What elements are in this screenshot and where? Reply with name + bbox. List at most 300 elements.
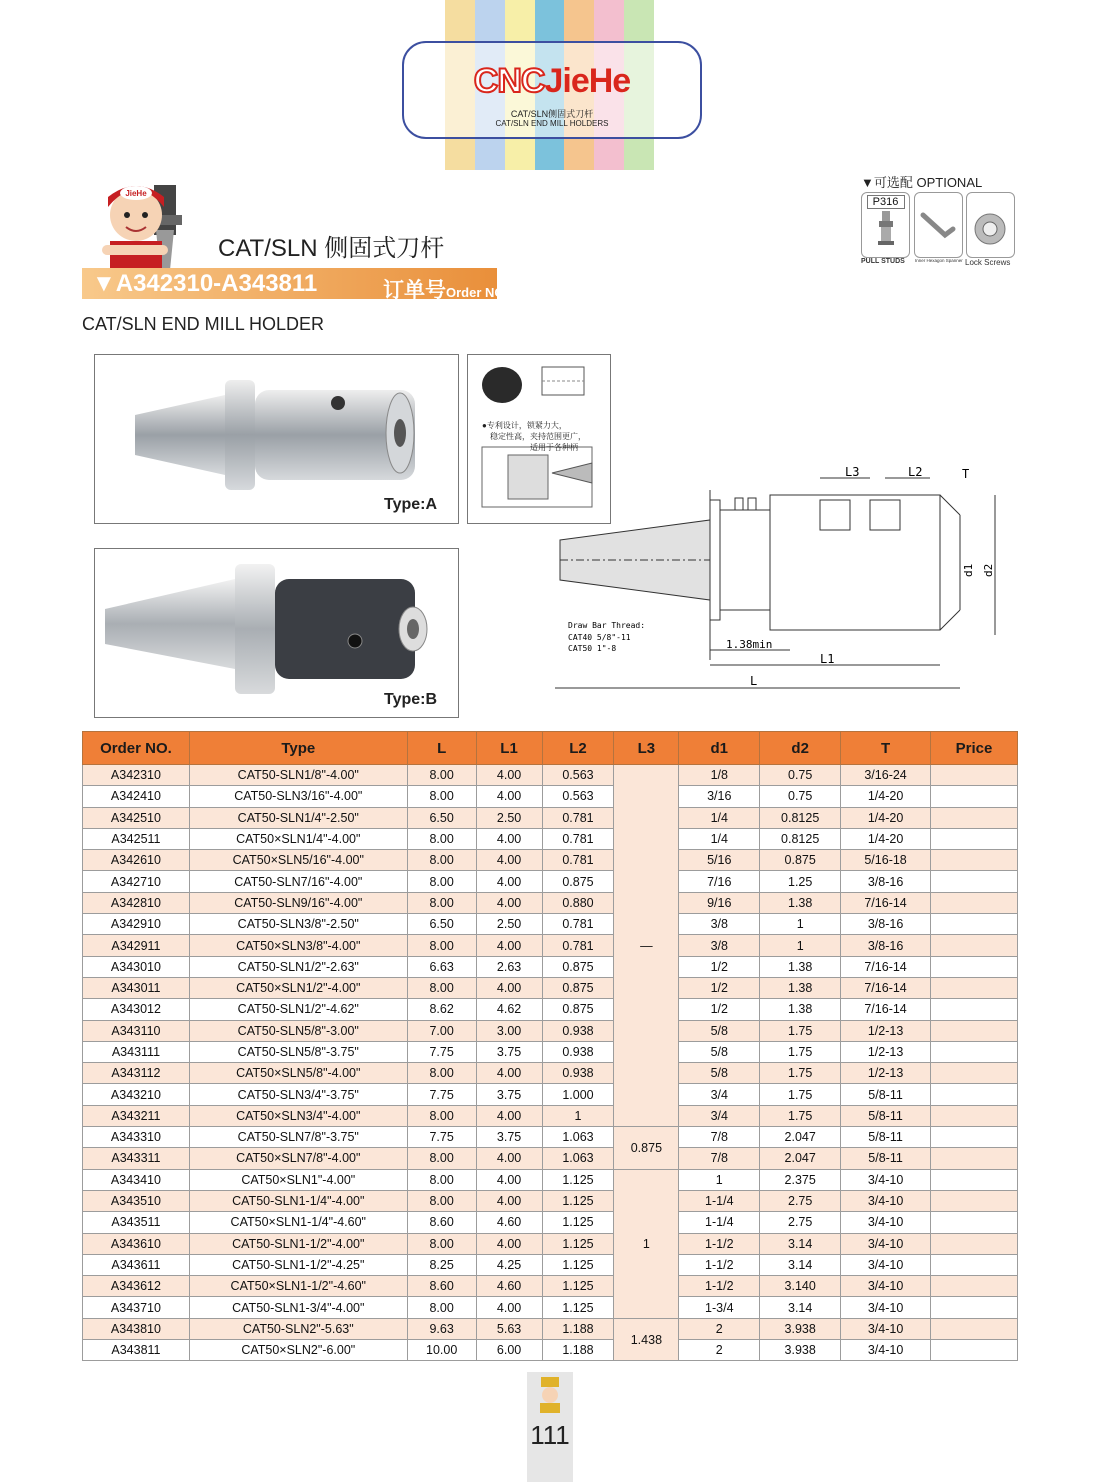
table-cell: 4.00 (476, 1297, 542, 1318)
table-cell: CAT50-SLN1/2"-4.62" (189, 999, 407, 1020)
table-row (83, 1169, 1018, 1190)
table-cell: 3.938 (760, 1318, 841, 1339)
table-row (83, 1276, 1018, 1297)
table-cell: A343210 (83, 1084, 190, 1105)
table-cell: 2.50 (476, 914, 542, 935)
table-cell: 1 (679, 1169, 760, 1190)
table-cell: 4.00 (476, 1148, 542, 1169)
table-cell: 5/8 (679, 1020, 760, 1041)
table-cell (931, 1020, 1018, 1041)
column-header: L (407, 732, 476, 765)
table-row (83, 892, 1018, 913)
label-l3: L3 (845, 465, 860, 479)
table-cell: 8.00 (407, 850, 476, 871)
order-number-range: ▼A342310-A343811 (92, 270, 318, 297)
pull-stud-tag: P316 (867, 195, 905, 209)
table-cell: 7/16-14 (841, 999, 931, 1020)
table-cell: A343612 (83, 1276, 190, 1297)
table-cell: 0.875 (542, 999, 614, 1020)
table-cell (931, 1254, 1018, 1275)
hex-spanner-caption: Inner Hexagon Spanner (915, 258, 963, 263)
table-cell: 7.00 (407, 1020, 476, 1041)
table-cell: 1.125 (542, 1254, 614, 1275)
table-row (83, 1340, 1018, 1361)
thread-cat50: CAT50 1"-8 (568, 644, 617, 653)
table-cell: CAT50×SLN1/2"-4.00" (189, 977, 407, 998)
column-header: d1 (679, 732, 760, 765)
table-cell: 1.188 (542, 1318, 614, 1339)
table-cell: A343410 (83, 1169, 190, 1190)
table-cell: 1.125 (542, 1190, 614, 1211)
table-cell: 8.60 (407, 1276, 476, 1297)
table-cell: 4.60 (476, 1212, 542, 1233)
column-header: L3 (614, 732, 679, 765)
table-cell: 4.00 (476, 1169, 542, 1190)
table-cell: 4.00 (476, 850, 542, 871)
table-cell: CAT50-SLN1-1/2"-4.00" (189, 1233, 407, 1254)
table-cell: 3.938 (760, 1340, 841, 1361)
l3-cell: 1.438 (614, 1318, 679, 1361)
table-cell (931, 1233, 1018, 1254)
table-cell: 6.00 (476, 1340, 542, 1361)
mascot-badge-text: JieHe (125, 189, 147, 198)
table-cell: A343111 (83, 1041, 190, 1062)
table-cell: 3/8 (679, 935, 760, 956)
table-cell: 8.00 (407, 1297, 476, 1318)
table-cell: A343010 (83, 956, 190, 977)
table-cell: 2.75 (760, 1212, 841, 1233)
table-row (83, 1084, 1018, 1105)
table-cell: 1.75 (760, 1105, 841, 1126)
table-cell: A343011 (83, 977, 190, 998)
table-cell: 3/4 (679, 1084, 760, 1105)
table-cell: CAT50×SLN1-1/2"-4.60" (189, 1276, 407, 1297)
table-cell: 2 (679, 1318, 760, 1339)
table-cell: 3.14 (760, 1254, 841, 1275)
hex-spanner-icon (915, 193, 962, 257)
pull-stud-caption: PULL STUDS (861, 258, 905, 265)
table-cell (931, 1105, 1018, 1126)
table-cell: 8.00 (407, 892, 476, 913)
table-row (83, 1063, 1018, 1084)
type-b-label: Type:B (384, 691, 438, 708)
table-cell: 3/16-24 (841, 765, 931, 786)
column-header: Price (931, 732, 1018, 765)
table-cell: 10.00 (407, 1340, 476, 1361)
table-cell (931, 1169, 1018, 1190)
column-header: L2 (542, 732, 614, 765)
table-row (83, 1318, 1018, 1339)
brand-logo: CNCJieHe (473, 62, 631, 100)
table-cell: 1.125 (542, 1212, 614, 1233)
l3-cell: 1 (614, 1169, 679, 1318)
table-cell: 1/4-20 (841, 786, 931, 807)
table-cell: 0.938 (542, 1041, 614, 1062)
optional-hex-spanner (914, 192, 963, 258)
table-cell (931, 828, 1018, 849)
table-cell: 2.50 (476, 807, 542, 828)
brand-subtitle-en: CAT/SLN END MILL HOLDERS (495, 119, 609, 128)
table-cell: 0.781 (542, 935, 614, 956)
table-cell (931, 786, 1018, 807)
table-cell: CAT50-SLN9/16"-4.00" (189, 892, 407, 913)
lock-screw-caption: Lock Screws (965, 258, 1011, 267)
table-cell: A342510 (83, 807, 190, 828)
table-cell: 5/8 (679, 1063, 760, 1084)
table-cell: 1-1/4 (679, 1190, 760, 1211)
table-row (83, 786, 1018, 807)
table-row (83, 871, 1018, 892)
table-cell: 1/4 (679, 807, 760, 828)
table-row (83, 914, 1018, 935)
table-cell: 7/16-14 (841, 956, 931, 977)
table-cell: 1/8 (679, 765, 760, 786)
table-cell: A343710 (83, 1297, 190, 1318)
table-cell: 8.00 (407, 1169, 476, 1190)
table-header-row (83, 732, 1018, 765)
page-subtitle: CAT/SLN END MILL HOLDER (82, 314, 325, 334)
table-cell (931, 871, 1018, 892)
table-cell: 8.00 (407, 765, 476, 786)
table-cell: 8.00 (407, 1190, 476, 1211)
table-cell (931, 1041, 1018, 1062)
table-cell (931, 1297, 1018, 1318)
table-cell: 5/16 (679, 850, 760, 871)
table-cell: 2.75 (760, 1190, 841, 1211)
table-row (83, 1105, 1018, 1126)
table-cell: CAT50-SLN7/8"-3.75" (189, 1127, 407, 1148)
label-l2: L2 (908, 465, 923, 479)
table-cell: 1-3/4 (679, 1297, 760, 1318)
table-cell: 4.00 (476, 977, 542, 998)
technical-drawing (540, 460, 1010, 700)
table-cell: 0.938 (542, 1020, 614, 1041)
label-l1: L1 (820, 652, 835, 666)
table-cell: A342410 (83, 786, 190, 807)
table-row (83, 1297, 1018, 1318)
table-cell (931, 1063, 1018, 1084)
table-cell: A343511 (83, 1212, 190, 1233)
table-cell: 8.25 (407, 1254, 476, 1275)
table-cell: CAT50-SLN2"-5.63" (189, 1318, 407, 1339)
table-cell: CAT50-SLN1/2"-2.63" (189, 956, 407, 977)
table-cell: CAT50-SLN5/8"-3.00" (189, 1020, 407, 1041)
table-cell: 0.781 (542, 828, 614, 849)
optional-title: ▼可选配 OPTIONAL (861, 175, 983, 190)
table-cell: 4.00 (476, 765, 542, 786)
table-cell (931, 892, 1018, 913)
table-cell: 7/16 (679, 871, 760, 892)
table-cell: 8.00 (407, 871, 476, 892)
table-cell: 1/2 (679, 977, 760, 998)
table-row (83, 828, 1018, 849)
table-cell: 1.125 (542, 1169, 614, 1190)
table-cell: 1.063 (542, 1127, 614, 1148)
column-header: Type (189, 732, 407, 765)
table-cell: 7/16-14 (841, 892, 931, 913)
table-cell: 2.047 (760, 1148, 841, 1169)
table-cell: 8.00 (407, 786, 476, 807)
table-cell: 4.60 (476, 1276, 542, 1297)
table-cell: 1.188 (542, 1340, 614, 1361)
table-cell: CAT50×SLN1/4"-4.00" (189, 828, 407, 849)
column-header: d2 (760, 732, 841, 765)
table-cell: 2.375 (760, 1169, 841, 1190)
l3-cell: 0.875 (614, 1127, 679, 1170)
table-cell: 3/8-16 (841, 871, 931, 892)
table-cell: CAT50×SLN2"-6.00" (189, 1340, 407, 1361)
table-cell: 7.75 (407, 1041, 476, 1062)
table-cell: 1-1/2 (679, 1254, 760, 1275)
table-cell: 1.75 (760, 1041, 841, 1062)
table-cell: 3.75 (476, 1084, 542, 1105)
table-cell (931, 1148, 1018, 1169)
table-cell: A342710 (83, 871, 190, 892)
table-cell: A343211 (83, 1105, 190, 1126)
table-cell: A342810 (83, 892, 190, 913)
l3-cell: — (614, 765, 679, 1127)
table-cell: 1.125 (542, 1297, 614, 1318)
table-cell: 8.00 (407, 935, 476, 956)
lock-screw-icon (967, 193, 1014, 257)
table-cell (931, 935, 1018, 956)
table-cell: 3/8-16 (841, 935, 931, 956)
table-row (83, 935, 1018, 956)
table-cell: 3/4-10 (841, 1233, 931, 1254)
table-cell: 1/4 (679, 828, 760, 849)
page-number: 111 (530, 1420, 570, 1450)
table-cell: 3/4-10 (841, 1340, 931, 1361)
table-cell (931, 1190, 1018, 1211)
table-row (83, 765, 1018, 786)
table-cell: 1.25 (760, 871, 841, 892)
table-cell: 0.8125 (760, 828, 841, 849)
table-cell (931, 1127, 1018, 1148)
table-cell: CAT50-SLN7/16"-4.00" (189, 871, 407, 892)
table-cell: 3.00 (476, 1020, 542, 1041)
label-t: T (962, 467, 970, 481)
table-cell: 1/2 (679, 956, 760, 977)
table-cell (931, 807, 1018, 828)
table-cell: A342511 (83, 828, 190, 849)
table-cell: A343810 (83, 1318, 190, 1339)
label-l: L (750, 674, 758, 688)
table-cell: 6.50 (407, 807, 476, 828)
column-header: Order NO. (83, 732, 190, 765)
table-cell: 0.875 (542, 956, 614, 977)
table-cell (931, 1340, 1018, 1361)
table-cell: 0.8125 (760, 807, 841, 828)
table-cell: CAT50-SLN1/4"-2.50" (189, 807, 407, 828)
table-cell: 1.75 (760, 1084, 841, 1105)
table-cell: CAT50-SLN3/16"-4.00" (189, 786, 407, 807)
footer-mascot-icon (535, 1375, 565, 1415)
table-cell: 1 (542, 1105, 614, 1126)
table-cell: 7/8 (679, 1148, 760, 1169)
table-cell: 0.781 (542, 914, 614, 935)
table-cell: 8.00 (407, 1105, 476, 1126)
table-cell: 1/2-13 (841, 1020, 931, 1041)
table-cell: 1 (760, 914, 841, 935)
table-cell: 1.063 (542, 1148, 614, 1169)
table-cell: 0.875 (542, 977, 614, 998)
table-cell: 5/8-11 (841, 1127, 931, 1148)
table-cell (931, 1276, 1018, 1297)
table-cell: 4.00 (476, 1105, 542, 1126)
table-cell: A342610 (83, 850, 190, 871)
screw-note: ●专利设计，锁紧力大， 稳定性高，夹持范围更广， 适用于各种柄 (482, 421, 586, 452)
brand-subtitle-cn: CAT/SLN侧固式刀杆 (510, 109, 594, 119)
table-cell: A343012 (83, 999, 190, 1020)
table-cell: CAT50×SLN3/4"-4.00" (189, 1105, 407, 1126)
label-d1: d1 (962, 563, 975, 577)
table-cell: 5/8-11 (841, 1148, 931, 1169)
table-cell: 5.63 (476, 1318, 542, 1339)
pull-stud-icon (862, 209, 909, 253)
table-cell: 1.38 (760, 956, 841, 977)
table-cell: 4.00 (476, 786, 542, 807)
table-row (83, 1148, 1018, 1169)
table-cell: 4.62 (476, 999, 542, 1020)
table-cell: 3/4-10 (841, 1297, 931, 1318)
table-cell (931, 1318, 1018, 1339)
order-label: 订单号Order NO. (383, 279, 509, 302)
table-row (83, 850, 1018, 871)
table-cell: 9/16 (679, 892, 760, 913)
table-cell: 0.938 (542, 1063, 614, 1084)
column-header: L1 (476, 732, 542, 765)
table-row (83, 807, 1018, 828)
table-cell: 3/8 (679, 914, 760, 935)
table-cell: 1/2 (679, 999, 760, 1020)
table-row (83, 1127, 1018, 1148)
table-cell: 3/4-10 (841, 1169, 931, 1190)
table-cell: 1/4-20 (841, 828, 931, 849)
table-cell: 3/8-16 (841, 914, 931, 935)
mascot-illustration (96, 175, 216, 275)
table-cell: A343311 (83, 1148, 190, 1169)
table-cell: CAT50×SLN3/8"-4.00" (189, 935, 407, 956)
table-row (83, 1190, 1018, 1211)
column-header: T (841, 732, 931, 765)
table-cell: 8.62 (407, 999, 476, 1020)
table-cell: CAT50×SLN5/8"-4.00" (189, 1063, 407, 1084)
table-cell: 6.63 (407, 956, 476, 977)
table-cell: A343510 (83, 1190, 190, 1211)
label-d2: d2 (982, 563, 995, 577)
table-cell: CAT50×SLN1-1/4"-4.60" (189, 1212, 407, 1233)
table-row (83, 977, 1018, 998)
table-cell: 4.00 (476, 935, 542, 956)
table-cell: 1.125 (542, 1276, 614, 1297)
table-cell: 1/2-13 (841, 1063, 931, 1084)
table-cell: 3/4 (679, 1105, 760, 1126)
table-row (83, 1041, 1018, 1062)
table-cell: 7/16-14 (841, 977, 931, 998)
table-cell (931, 956, 1018, 977)
table-cell (931, 914, 1018, 935)
table-cell (931, 765, 1018, 786)
table-cell: 1.38 (760, 977, 841, 998)
table-cell: 0.875 (542, 871, 614, 892)
table-cell: 1.000 (542, 1084, 614, 1105)
table-cell: 3.14 (760, 1297, 841, 1318)
type-a-label: Type:A (384, 496, 438, 513)
table-cell: A342911 (83, 935, 190, 956)
table-cell: 1/4-20 (841, 807, 931, 828)
table-cell: A342310 (83, 765, 190, 786)
table-cell: 1.75 (760, 1020, 841, 1041)
table-cell: 1-1/4 (679, 1212, 760, 1233)
table-cell: 2.63 (476, 956, 542, 977)
table-cell: A343112 (83, 1063, 190, 1084)
table-cell: 1.75 (760, 1063, 841, 1084)
table-cell: 1-1/2 (679, 1233, 760, 1254)
table-cell: 3/16 (679, 786, 760, 807)
table-cell: CAT50-SLN3/8"-2.50" (189, 914, 407, 935)
table-cell: 1.125 (542, 1233, 614, 1254)
table-cell: 3.75 (476, 1041, 542, 1062)
table-cell: A343811 (83, 1340, 190, 1361)
table-cell: 7.75 (407, 1084, 476, 1105)
thread-title: Draw Bar Thread: (568, 621, 646, 630)
table-cell: 1.38 (760, 892, 841, 913)
table-cell: 8.00 (407, 1233, 476, 1254)
table-cell: 3.14 (760, 1233, 841, 1254)
table-cell: 8.00 (407, 977, 476, 998)
table-cell (931, 1212, 1018, 1233)
table-cell: 8.00 (407, 1148, 476, 1169)
table-cell: 3/4-10 (841, 1212, 931, 1233)
table-row (83, 1233, 1018, 1254)
table-cell: 9.63 (407, 1318, 476, 1339)
table-cell: A342910 (83, 914, 190, 935)
table-row (83, 1212, 1018, 1233)
table-cell: 2.047 (760, 1127, 841, 1148)
table-cell: 4.00 (476, 1190, 542, 1211)
table-cell: 0.880 (542, 892, 614, 913)
table-row (83, 956, 1018, 977)
table-cell: 3/4-10 (841, 1318, 931, 1339)
table-cell: CAT50×SLN5/16"-4.00" (189, 850, 407, 871)
table-cell: CAT50-SLN3/4"-3.75" (189, 1084, 407, 1105)
spec-table (82, 731, 1018, 1361)
thread-cat40: CAT40 5/8"-11 (568, 633, 631, 642)
table-cell: 8.00 (407, 828, 476, 849)
table-cell: 4.00 (476, 871, 542, 892)
table-cell: 6.50 (407, 914, 476, 935)
optional-pull-stud (861, 192, 910, 258)
table-cell: 0.563 (542, 786, 614, 807)
table-cell (931, 850, 1018, 871)
table-cell: 5/16-18 (841, 850, 931, 871)
table-cell: 1-1/2 (679, 1276, 760, 1297)
table-cell: 0.563 (542, 765, 614, 786)
table-cell: 5/8-11 (841, 1105, 931, 1126)
table-row (83, 1020, 1018, 1041)
table-cell: 8.60 (407, 1212, 476, 1233)
table-cell: A343611 (83, 1254, 190, 1275)
optional-lock-screw (966, 192, 1015, 258)
table-cell: CAT50-SLN1-1/4"-4.00" (189, 1190, 407, 1211)
table-cell: 0.75 (760, 765, 841, 786)
table-cell: CAT50×SLN1"-4.00" (189, 1169, 407, 1190)
table-cell: A343610 (83, 1233, 190, 1254)
label-min: 1.38min (726, 638, 773, 651)
table-cell: 3.75 (476, 1127, 542, 1148)
table-cell: 0.781 (542, 807, 614, 828)
table-cell: 5/8-11 (841, 1084, 931, 1105)
